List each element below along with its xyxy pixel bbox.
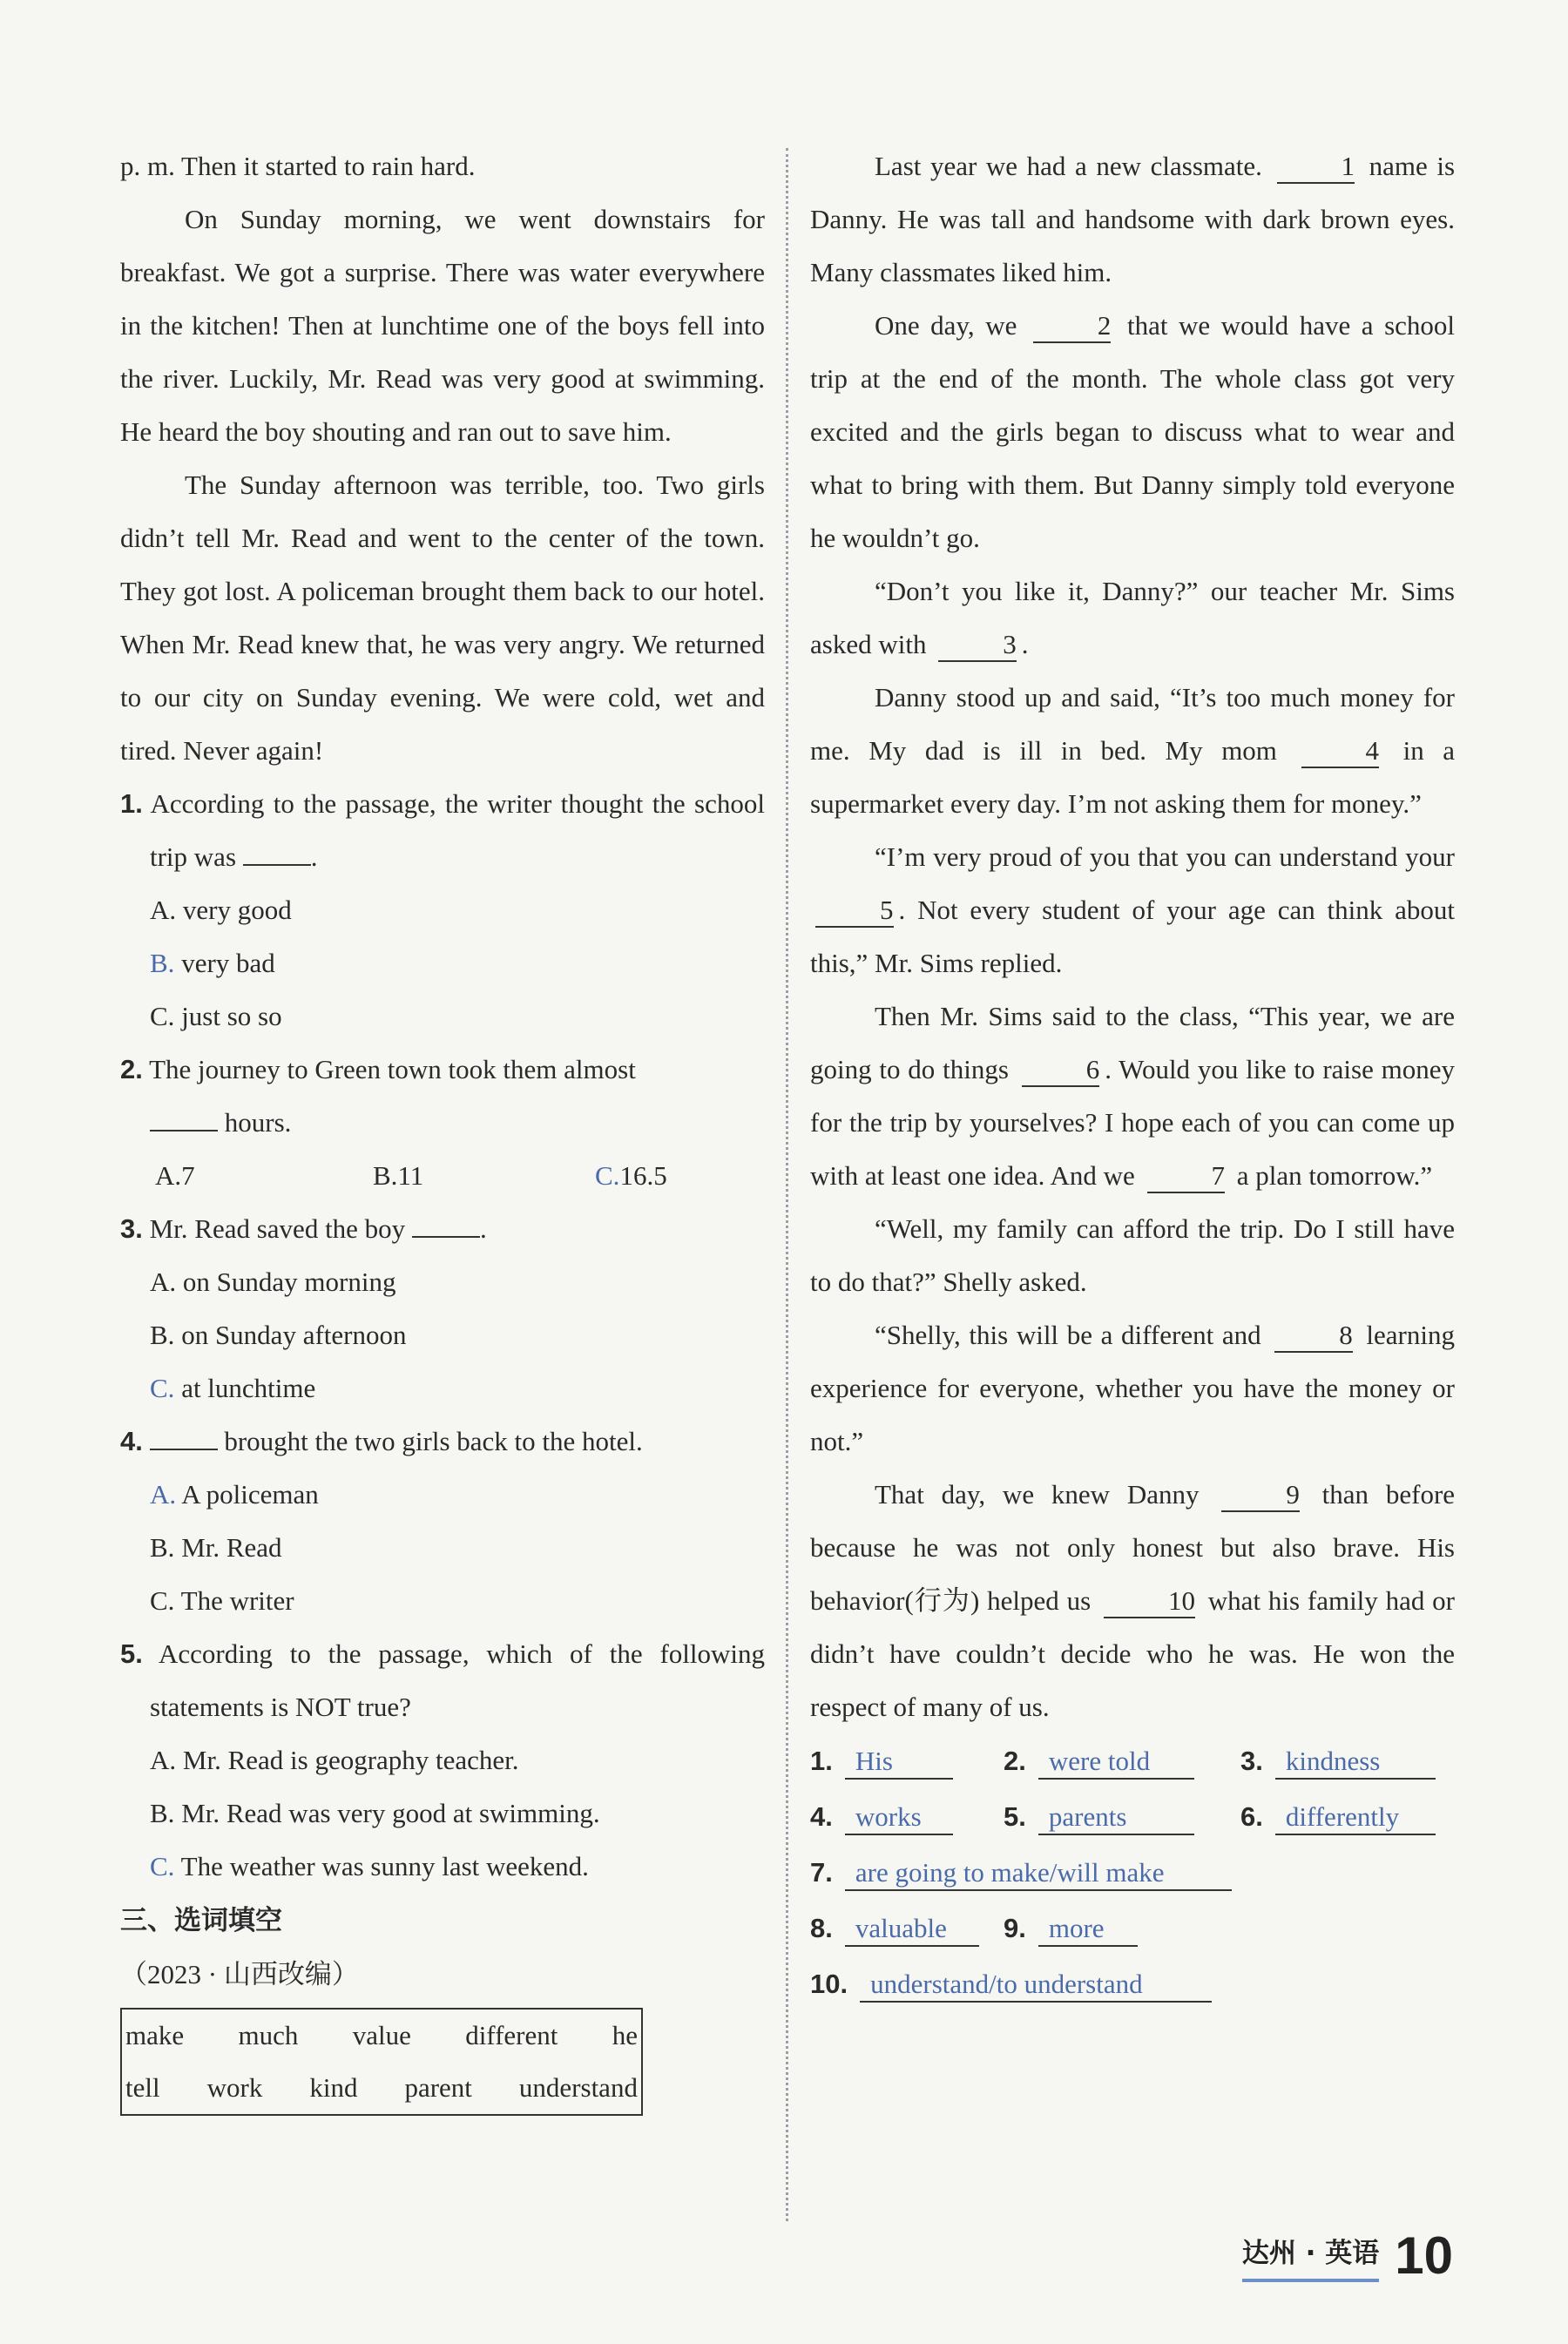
option-text: Mr. Read is geography teacher. — [182, 1745, 519, 1775]
option-c — [120, 990, 765, 1043]
footer-label: 达州 · 英语 — [1242, 2231, 1379, 2282]
passage-paragraph — [810, 139, 1455, 299]
word: make — [125, 2020, 185, 2050]
option-text: The writer — [180, 1585, 294, 1616]
column-divider — [786, 148, 788, 2221]
option-text: on Sunday morning — [182, 1267, 396, 1297]
answer-text: were told — [1038, 1745, 1194, 1780]
answer-item — [810, 1733, 1004, 1789]
left-column — [120, 139, 765, 2116]
answer-text: works — [845, 1800, 953, 1835]
page-number: 10 — [1395, 2226, 1453, 2285]
answer-item — [1240, 1789, 1436, 1845]
answer-number: 10. — [810, 1969, 848, 1999]
question-text: According to the passage, the writer thought the school trip was — [150, 788, 765, 872]
answer-number: 2. — [1004, 1746, 1026, 1776]
word: much — [238, 2020, 299, 2050]
answer-text: differently — [1275, 1800, 1436, 1835]
option-letter: C. — [150, 1585, 175, 1616]
question-3 — [120, 1202, 765, 1255]
passage-paragraph — [810, 830, 1455, 990]
passage-paragraph — [810, 990, 1455, 1202]
question-text: Mr. Read saved the boy — [149, 1213, 406, 1244]
passage-paragraph — [810, 1468, 1455, 1733]
text: than before because he was not only honest but also brave. His behavior(行为) helped us — [810, 1479, 1456, 1616]
answer-number: 3. — [1240, 1746, 1263, 1776]
option-text: at lunchtime — [181, 1373, 316, 1403]
word: understand — [518, 2072, 638, 2103]
blank-4: 4 — [1301, 735, 1380, 768]
option-text: 11 — [397, 1160, 424, 1191]
answer-text: are going to make/will make — [845, 1856, 1232, 1891]
blank-10: 10 — [1104, 1585, 1195, 1618]
text: Last year we had a new classmate. — [875, 151, 1262, 181]
text: “I’m very proud of you that you can understand your — [875, 841, 1455, 872]
answer-number: 7. — [810, 1857, 833, 1888]
answer-number: 1. — [810, 1746, 833, 1776]
option-b-correct — [120, 936, 765, 990]
text: name is Danny. He was tall and handsome with dark brown eyes. Many classmates liked him. — [810, 151, 1456, 287]
text: One day, we — [875, 310, 1017, 341]
blank-8: 8 — [1274, 1320, 1353, 1353]
answer-item — [1004, 1789, 1240, 1845]
text: what his family had or didn’t have couldn’t decide who he was. He won the respect of many of us. — [810, 1585, 1456, 1722]
answer-item — [1004, 1901, 1138, 1956]
answer-item — [810, 1845, 1232, 1901]
option-c-correct — [120, 1840, 765, 1893]
option-text: The weather was sunny last weekend. — [180, 1851, 589, 1881]
blank-9: 9 — [1221, 1479, 1300, 1512]
question-number: 1. — [120, 788, 143, 819]
answer-number: 8. — [810, 1913, 833, 1943]
answer-number: 6. — [1240, 1801, 1263, 1832]
option-text: A policeman — [181, 1479, 319, 1510]
answer-number: 5. — [1004, 1801, 1026, 1832]
word-box — [120, 2008, 643, 2116]
question-number: 5. — [120, 1638, 143, 1669]
right-column — [810, 139, 1455, 2012]
option-b — [120, 1308, 765, 1361]
text: that we would have a school trip at the end of the month. The whole class got very excited and the girls began to discuss what to wear and what to bring with them. But Danny simply told everyone he wouldn’t go. — [810, 310, 1456, 553]
option-text: 7 — [181, 1160, 195, 1191]
option-letter: C. — [595, 1160, 620, 1191]
passage-paragraph: On Sunday morning, we went downstairs for breakfast. We got a surprise. There was water everywhere in the kitchen! Then at lunchtime one of the boys fell into the river. Luckily, Mr. Read was very good at swimming. He heard the boy shouting and ran out to save him. — [120, 204, 765, 447]
answer-blank — [150, 1449, 218, 1450]
word: parent — [404, 2072, 472, 2103]
option-a — [120, 1255, 765, 1308]
option-letter: A. — [155, 1160, 182, 1191]
blank-1: 1 — [1277, 151, 1355, 184]
option-a — [120, 1733, 765, 1787]
option-text: very bad — [181, 948, 275, 978]
text: . Would you like to raise money for the trip by yourselves? I hope each of you can come up with at least one idea. And we — [810, 1054, 1455, 1191]
word-box-row — [125, 2062, 638, 2114]
text: Danny stood up and said, “It’s too much money for me. My dad is ill in bed. My mom — [810, 682, 1455, 766]
word: tell — [125, 2072, 160, 2103]
option-letter: B. — [150, 1798, 175, 1828]
answer-item — [810, 1956, 1212, 2012]
answer-text: understand/to understand — [860, 1968, 1212, 2003]
word: he — [612, 2020, 638, 2050]
answer-row — [810, 1956, 1455, 2012]
answer-row — [810, 1789, 1455, 1845]
answer-text: kindness — [1275, 1745, 1436, 1780]
passage-paragraph: p. m. Then it started to rain hard. — [120, 151, 476, 181]
question-1 — [120, 777, 765, 883]
text: . Not every student of your age can think about this,” Mr. Sims replied. — [810, 895, 1455, 978]
blank-5: 5 — [815, 895, 894, 928]
answer-text: His — [845, 1745, 953, 1780]
word: work — [206, 2072, 263, 2103]
passage-paragraph: “Well, my family can afford the trip. Do I still have to do that?” Shelly asked. — [810, 1213, 1455, 1297]
option-a-correct — [120, 1468, 765, 1521]
option-text: very good — [182, 895, 292, 925]
option-text: on Sunday afternoon — [181, 1320, 407, 1350]
answer-blank — [412, 1236, 480, 1238]
question-number: 3. — [120, 1213, 143, 1244]
answer-number: 9. — [1004, 1913, 1026, 1943]
option-a — [155, 1149, 373, 1202]
option-letter: A. — [150, 895, 177, 925]
question-5 — [120, 1627, 765, 1733]
source-note: （2023 · 山西改编） — [120, 1959, 359, 1989]
answer-number: 4. — [810, 1801, 833, 1832]
question-number: 4. — [120, 1426, 143, 1456]
question-text: According to the passage, which of the following statements is NOT true? — [150, 1638, 765, 1722]
question-4 — [120, 1415, 765, 1468]
question-text: The journey to Green town took them almost — [149, 1054, 636, 1084]
blank-2: 2 — [1033, 310, 1112, 343]
option-letter: B. — [150, 948, 175, 978]
option-text: 16.5 — [619, 1160, 667, 1191]
blank-7: 7 — [1147, 1160, 1226, 1193]
option-letter: B. — [150, 1532, 175, 1563]
blank-3: 3 — [938, 629, 1017, 662]
question-2 — [120, 1043, 765, 1096]
text: in a supermarket every day. I’m not asking them for money.” — [810, 735, 1456, 819]
answer-row — [810, 1901, 1455, 1956]
answer-row — [810, 1733, 1455, 1789]
passage-paragraph: The Sunday afternoon was terrible, too. Two girls didn’t tell Mr. Read and went to the center of the town. They got lost. A policeman brought them back to our hotel. When Mr. Read knew that, he was very angry. We returned to our city on Sunday evening. We were cold, wet and tired. Never again! — [120, 469, 765, 766]
option-c — [120, 1574, 765, 1627]
passage-paragraph — [810, 564, 1455, 671]
page-footer — [1241, 2226, 1453, 2285]
passage-paragraph — [810, 671, 1455, 830]
answer-key — [810, 1733, 1455, 2012]
option-letter: C. — [150, 1373, 175, 1403]
text: . — [1021, 629, 1029, 659]
section-title: 三、选词填空 — [120, 1905, 282, 1936]
option-letter: A. — [150, 1479, 177, 1510]
answer-text: parents — [1038, 1800, 1194, 1835]
option-letter: C. — [150, 1001, 175, 1031]
option-letter: C. — [150, 1851, 175, 1881]
text: “Don’t you like it, Danny?” our teacher Mr. Sims asked with — [810, 576, 1455, 659]
passage-paragraph — [810, 1308, 1455, 1468]
text: That day, we knew Danny — [875, 1479, 1200, 1510]
word: kind — [309, 2072, 358, 2103]
option-c-correct — [595, 1149, 667, 1202]
word: value — [352, 2020, 411, 2050]
question-text-end: hours. — [224, 1107, 292, 1138]
answer-item — [810, 1789, 1004, 1845]
answer-text: more — [1038, 1912, 1138, 1947]
option-b — [373, 1149, 595, 1202]
option-letter: B. — [373, 1160, 398, 1191]
option-b — [120, 1787, 765, 1840]
question-text-end: . — [310, 841, 318, 872]
question-text-end: . — [479, 1213, 487, 1244]
option-c-correct — [120, 1361, 765, 1415]
option-letter: A. — [150, 1745, 177, 1775]
answer-text: valuable — [845, 1912, 979, 1947]
answer-row — [810, 1845, 1455, 1901]
question-2-options — [120, 1149, 765, 1202]
option-text: Mr. Read — [181, 1532, 282, 1563]
question-text: brought the two girls back to the hotel. — [224, 1426, 643, 1456]
answer-item — [1004, 1733, 1240, 1789]
word: different — [465, 2020, 558, 2050]
option-text: just so so — [181, 1001, 282, 1031]
blank-6: 6 — [1022, 1054, 1100, 1087]
option-text: Mr. Read was very good at swimming. — [181, 1798, 600, 1828]
option-b — [120, 1521, 765, 1574]
answer-item — [810, 1901, 1004, 1956]
passage-paragraph — [810, 299, 1455, 564]
option-letter: B. — [150, 1320, 175, 1350]
question-number: 2. — [120, 1054, 143, 1084]
answer-blank — [150, 1130, 218, 1131]
text: learning experience for everyone, whether you have the money or not.” — [810, 1320, 1455, 1456]
option-a — [120, 883, 765, 936]
question-2-cont — [120, 1096, 765, 1149]
answer-blank — [243, 864, 311, 866]
word-box-row — [125, 2010, 638, 2062]
option-letter: A. — [150, 1267, 177, 1297]
text: “Shelly, this will be a different and — [875, 1320, 1261, 1350]
text: Then Mr. Sims said to the class, “This year, we are going to do things — [810, 1001, 1455, 1084]
text: a plan tomorrow.” — [1236, 1160, 1433, 1191]
answer-item — [1240, 1733, 1436, 1789]
